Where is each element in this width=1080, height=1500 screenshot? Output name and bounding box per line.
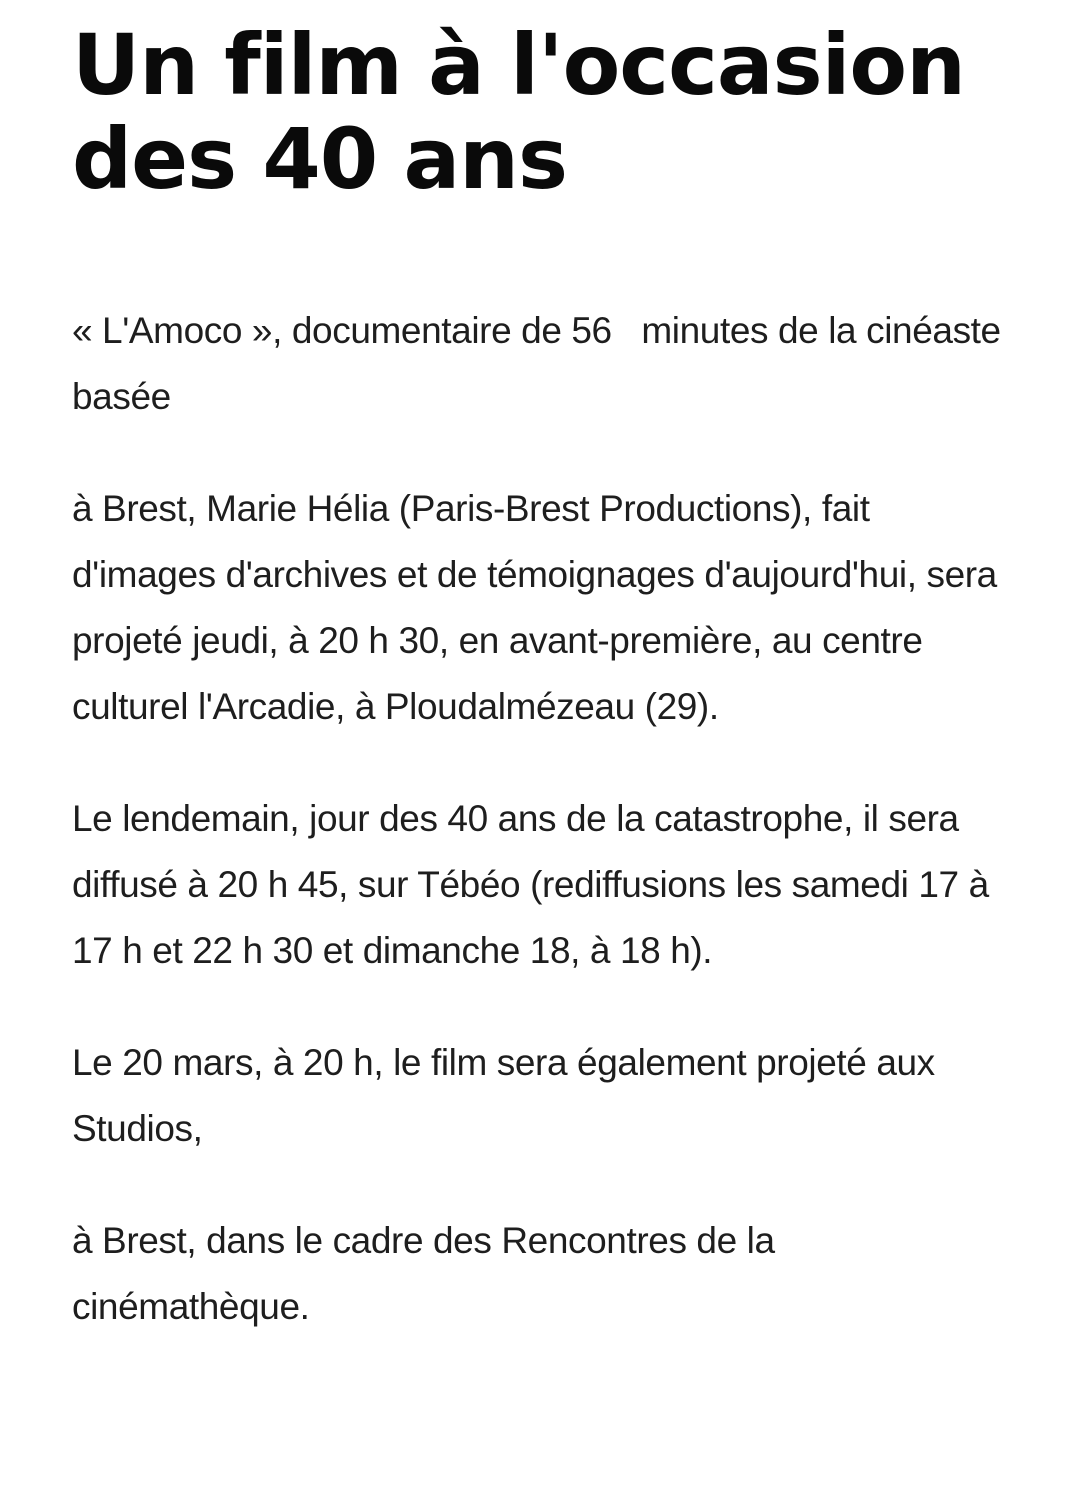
- article-paragraph-1: « L'Amoco », documentaire de 56 minutes de la cinéaste basée: [72, 310, 1011, 417]
- article-headline: Un film à l'occasion des 40 ans: [72, 16, 965, 208]
- article-paragraph-2: à Brest, Marie Hélia (Paris-Brest Productions), fait d'images d'archives et de témoignages d'aujourd'hui, sera projeté jeudi, à 20 h 30, en avant-première, au centre culturel l'Arcadie, à Ploudalmézeau (29).: [72, 488, 997, 727]
- article-paragraph-4: Le 20 mars, à 20 h, le film sera également projeté aux Studios,: [72, 1042, 935, 1149]
- article-paragraph-5: à Brest, dans le cadre des Rencontres de la cinémathèque.: [72, 1220, 775, 1327]
- article-body: [72, 298, 1017, 1386]
- article-paragraph-3: Le lendemain, jour des 40 ans de la catastrophe, il sera diffusé à 20 h 45, sur Tébéo (rediffusions les samedi 17 à 17 h et 22 h 30 et dimanche 18, à 18 h).: [72, 798, 989, 971]
- article-header: [72, 18, 1017, 206]
